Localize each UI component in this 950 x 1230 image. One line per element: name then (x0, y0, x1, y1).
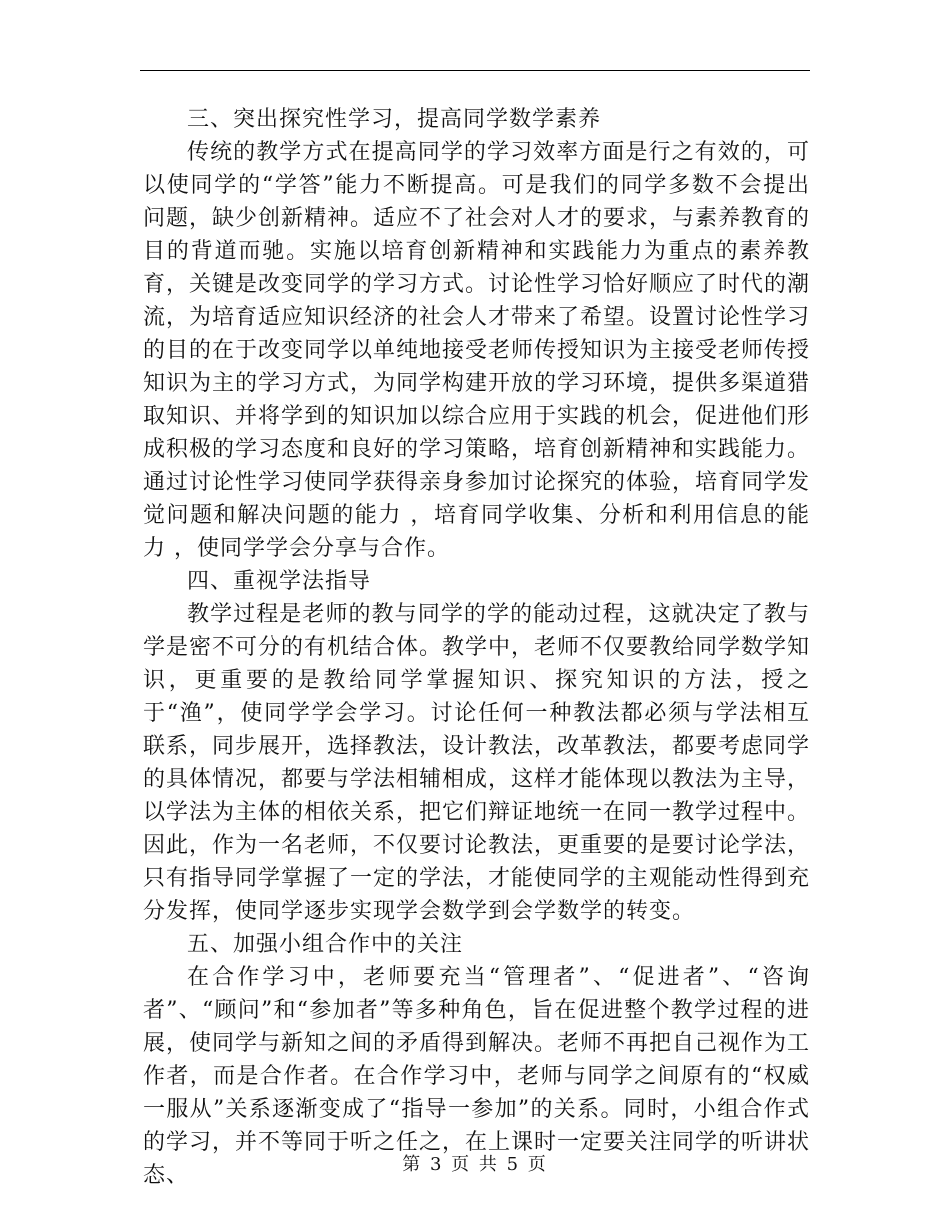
section-paragraph-3: 传统的教学方式在提高同学的学习效率方面是行之有效的，可以使同学的“学答”能力不断提高。可是我们的同学多数不会提出问题，缺少创新精神。适应不了社会对人才的要求，与素养教育的目的背道而驰。实施以培育创新精神和实践能力为重点的素养教育，关键是改变同学的学习方式。讨论性学习恰好顺应了时代的潮流，为培育适应知识经济的社会人才带来了希望。设置讨论性学习的目的在于改变同学以单纯地接受老师传授知识为主接受老师传授知识为主的学习方式，为同学构建开放的学习环境，提供多渠道猎取知识、并将学到的知识加以综合应用于实践的机会，促进他们形成积极的学习态度和良好的学习策略，培育创新精神和实践能力。通过讨论性学习使同学获得亲身参加讨论探究的体验，培育同学发觉问题和解决问题的能力 ，培育同学收集、分析和利用信息的能力 ，使同学学会分享与合作。 (143, 140, 811, 561)
section-paragraph-4: 教学过程是老师的教与同学的学的能动过程，这就决定了教与学是密不可分的有机结合体。教学中，老师不仅要教给同学数学知识，更重要的是教给同学掌握知识、探究知识的方法，授之于“渔”，使同学学会学习。讨论任何一种教法都必须与学法相互联系，同步展开，选择教法，设计教法，改革教法，都要考虑同学的具体情况，都要与学法相辅相成，这样才能体现以教法为主导，以学法为主体的相依关系，把它们辩证地统一在同一教学过程中。因此，作为一名老师，不仅要讨论教法，更重要的是要讨论学法，只有指导同学掌握了一定的学法，才能使同学的主观能动性得到充分发挥，使同学逐步实现学会数学到会学数学的转变。 (143, 602, 811, 924)
section-heading-3: 三、突出探究性学习，提高同学数学素养 (187, 107, 602, 132)
section-heading-5: 五、加强小组合作中的关注 (187, 932, 464, 957)
section-paragraph-5: 在合作学习中，老师要充当“管理者”、“促进者”、“咨询者”、“顾问”和“参加者”等多种角色，旨在促进整个教学过程的进展，使同学与新知之间的矛盾得到解决。老师不再把自己视作为工作者，而是合作者。在合作学习中，老师与同学之间原有的“权威一服从”关系逐渐变成了“指导一参加”的关系。同时，小组合作式的学习，并不等同于听之任之，在上课时一定要关注同学的听讲状态、 (143, 965, 811, 1188)
header-rule (140, 70, 810, 71)
page-number-footer: 第 3 页 共 5 页 (402, 1154, 548, 1175)
document-body (143, 103, 810, 1192)
section-heading-4: 四、重视学法指导 (187, 569, 372, 594)
